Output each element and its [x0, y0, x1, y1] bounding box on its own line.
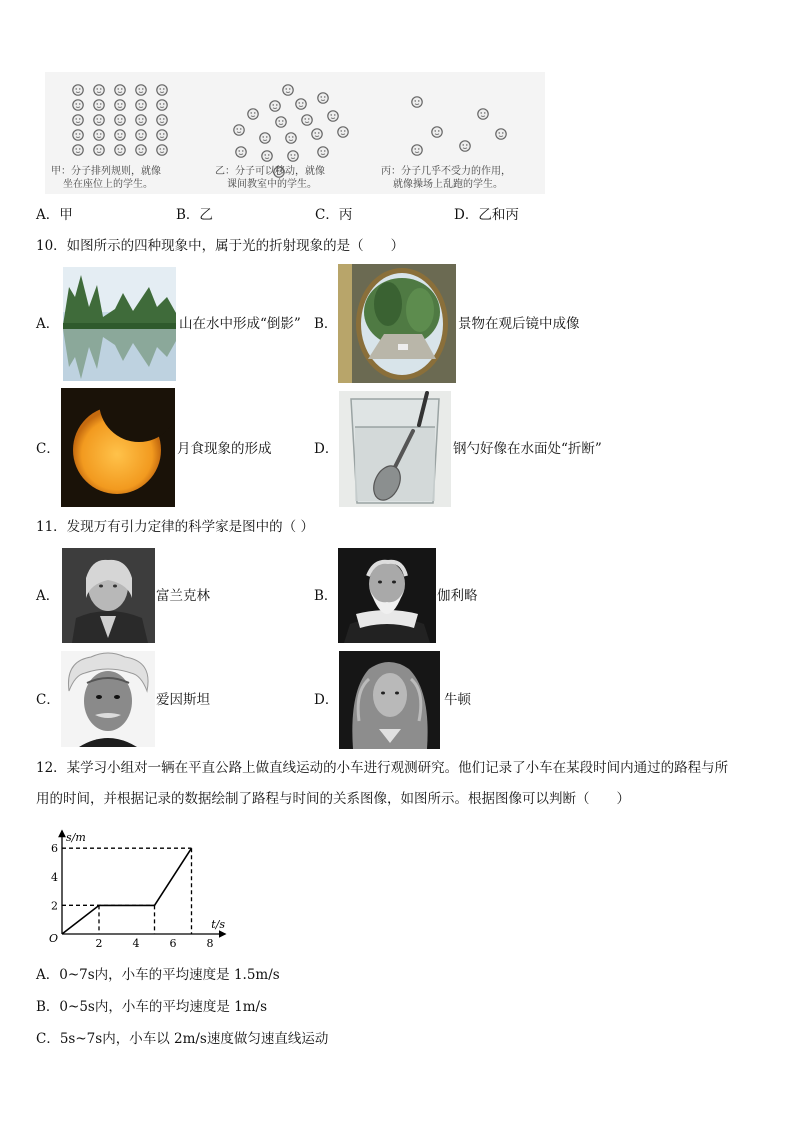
y-tick-label: 6: [51, 842, 58, 856]
molecule-dot: [262, 151, 272, 161]
molecule-dot: [94, 115, 104, 125]
q10-option-c-text[interactable]: 月食现象的形成: [177, 441, 272, 457]
x-tick-label: 6: [169, 937, 177, 950]
distance-time-svg: [44, 826, 224, 948]
distance-time-line: [62, 848, 192, 934]
molecule-dot: [115, 145, 125, 155]
q10-option-d-text[interactable]: 钢勺好像在水面处“折断”: [453, 441, 602, 457]
molecule-dot: [460, 141, 470, 151]
molecule-dot: [312, 129, 322, 139]
molecule-dot: [276, 117, 286, 127]
molecule-dot: [157, 100, 167, 110]
molecule-dot: [260, 133, 270, 143]
molecules-liquid: [234, 85, 348, 177]
molecule-dot: [496, 129, 506, 139]
q9-option-a[interactable]: A．甲: [36, 207, 73, 223]
q10-option-a-letter[interactable]: A．: [36, 316, 60, 332]
molecule-dot: [286, 133, 296, 143]
q11-option-a-letter[interactable]: A．: [36, 588, 60, 604]
molecule-dot: [94, 100, 104, 110]
molecule-dot: [157, 115, 167, 125]
molecule-dot: [157, 85, 167, 95]
q10-option-d-letter[interactable]: D．: [314, 441, 339, 457]
molecule-dot: [136, 145, 146, 155]
molecule-dot: [318, 93, 328, 103]
molecule-dot: [94, 85, 104, 95]
molecule-dot: [73, 130, 83, 140]
q11-option-c-letter[interactable]: C．: [36, 692, 60, 708]
molecule-dot: [115, 100, 125, 110]
spoon-in-water-photo: [339, 391, 451, 507]
q10-option-c-letter[interactable]: C．: [36, 441, 60, 457]
molecule-dot: [73, 85, 83, 95]
molecule-dot: [248, 109, 258, 119]
caption-bing-line1: 丙：分子几乎不受力的作用，: [381, 166, 511, 177]
molecules-gas: [412, 97, 506, 155]
molecule-dot: [338, 127, 348, 137]
q11-option-a-text[interactable]: 富兰克林: [156, 588, 210, 604]
molecule-dot: [115, 130, 125, 140]
molecule-dot: [73, 100, 83, 110]
molecule-dot: [283, 85, 293, 95]
caption-yi-line2: 课间教室中的学生。: [227, 179, 317, 190]
molecule-dot: [236, 147, 246, 157]
molecule-dot: [412, 145, 422, 155]
q12-option-b[interactable]: B．0~5s内，小车的平均速度是 1m/s: [36, 999, 267, 1015]
molecule-dot: [136, 130, 146, 140]
molecule-dot: [270, 101, 280, 111]
x-tick-label: 8: [206, 937, 214, 950]
rearview-mirror-photo: [338, 264, 456, 383]
y-axis-label: s/m: [66, 830, 86, 844]
q9-option-c[interactable]: C．丙: [315, 207, 353, 223]
q12-stem-line1: 12．某学习小组对一辆在平直公路上做直线运动的小车进行观测研究。他们记录了小车在某段时间内通过的路程与所: [36, 760, 729, 776]
caption-yi-line1: 乙：分子可以移动，就像: [215, 166, 325, 177]
x-tick-label: 2: [95, 937, 103, 950]
mountain-reflection-photo: [63, 267, 176, 381]
molecule-dot: [136, 115, 146, 125]
molecule-dot: [136, 85, 146, 95]
caption-jia-line1: 甲：分子排列规则，就像: [51, 166, 161, 177]
y-tick-label: 4: [51, 870, 58, 884]
molecule-dot: [136, 100, 146, 110]
q11-option-c-text[interactable]: 爱因斯坦: [156, 692, 210, 708]
q11-stem: 11．发现万有引力定律的科学家是图中的（ ）: [36, 519, 314, 535]
y-tick-label: 2: [51, 899, 58, 913]
molecule-dot: [478, 109, 488, 119]
molecule-dot: [73, 115, 83, 125]
molecule-dot: [73, 145, 83, 155]
molecule-dot: [328, 111, 338, 121]
q11-option-b-text[interactable]: 伽利略: [437, 588, 478, 604]
molecule-dot: [115, 115, 125, 125]
molecule-dot: [115, 85, 125, 95]
distance-time-graph: [44, 826, 224, 948]
q9-option-b[interactable]: B．乙: [176, 207, 213, 223]
q12-option-c[interactable]: C．5s~7s内，小车以 2m/s速度做匀速直线运动: [36, 1031, 329, 1047]
molecules-solid: [73, 85, 167, 155]
q11-option-b-letter[interactable]: B．: [314, 588, 338, 604]
q11-option-d-letter[interactable]: D．: [314, 692, 339, 708]
molecule-dot: [157, 130, 167, 140]
molecule-dot: [288, 151, 298, 161]
molecule-dot: [412, 97, 422, 107]
x-axis-label: t/s: [211, 918, 226, 931]
q10-option-b-letter[interactable]: B．: [314, 316, 338, 332]
molecule-dot: [302, 115, 312, 125]
molecule-dot: [157, 145, 167, 155]
franklin-portrait: [62, 548, 155, 643]
molecule-dot: [432, 127, 442, 137]
q11-option-d-text[interactable]: 牛顿: [444, 692, 471, 708]
q10-stem: 10．如图所示的四种现象中，属于光的折射现象的是（ ）: [36, 238, 405, 254]
molecule-dot: [94, 130, 104, 140]
q10-option-a-text[interactable]: 山在水中形成“倒影”: [179, 316, 301, 332]
newton-portrait: [339, 651, 440, 749]
x-tick-label: 4: [132, 937, 140, 950]
einstein-portrait: [61, 651, 155, 747]
origin-label: O: [48, 932, 58, 945]
molecule-dot: [296, 99, 306, 109]
molecule-dot: [94, 145, 104, 155]
molecule-dot: [318, 147, 328, 157]
lunar-eclipse-photo: [61, 388, 175, 507]
molecule-dot: [234, 125, 244, 135]
caption-bing-line2: 就像操场上乱跑的学生。: [393, 179, 503, 190]
q9-option-d[interactable]: D．乙和丙: [454, 207, 519, 223]
q10-option-b-text[interactable]: 景物在观后镜中成像: [458, 316, 580, 332]
caption-jia-line2: 坐在座位上的学生。: [63, 179, 153, 190]
q12-option-a[interactable]: A．0~7s内，小车的平均速度是 1.5m/s: [36, 967, 280, 983]
galileo-portrait: [338, 548, 436, 643]
q12-stem-line2: 用的时间，并根据记录的数据绘制了路程与时间的关系图像，如图所示。根据图像可以判断（ ）: [36, 791, 630, 807]
molecule-arrangement-figure: [45, 72, 545, 194]
